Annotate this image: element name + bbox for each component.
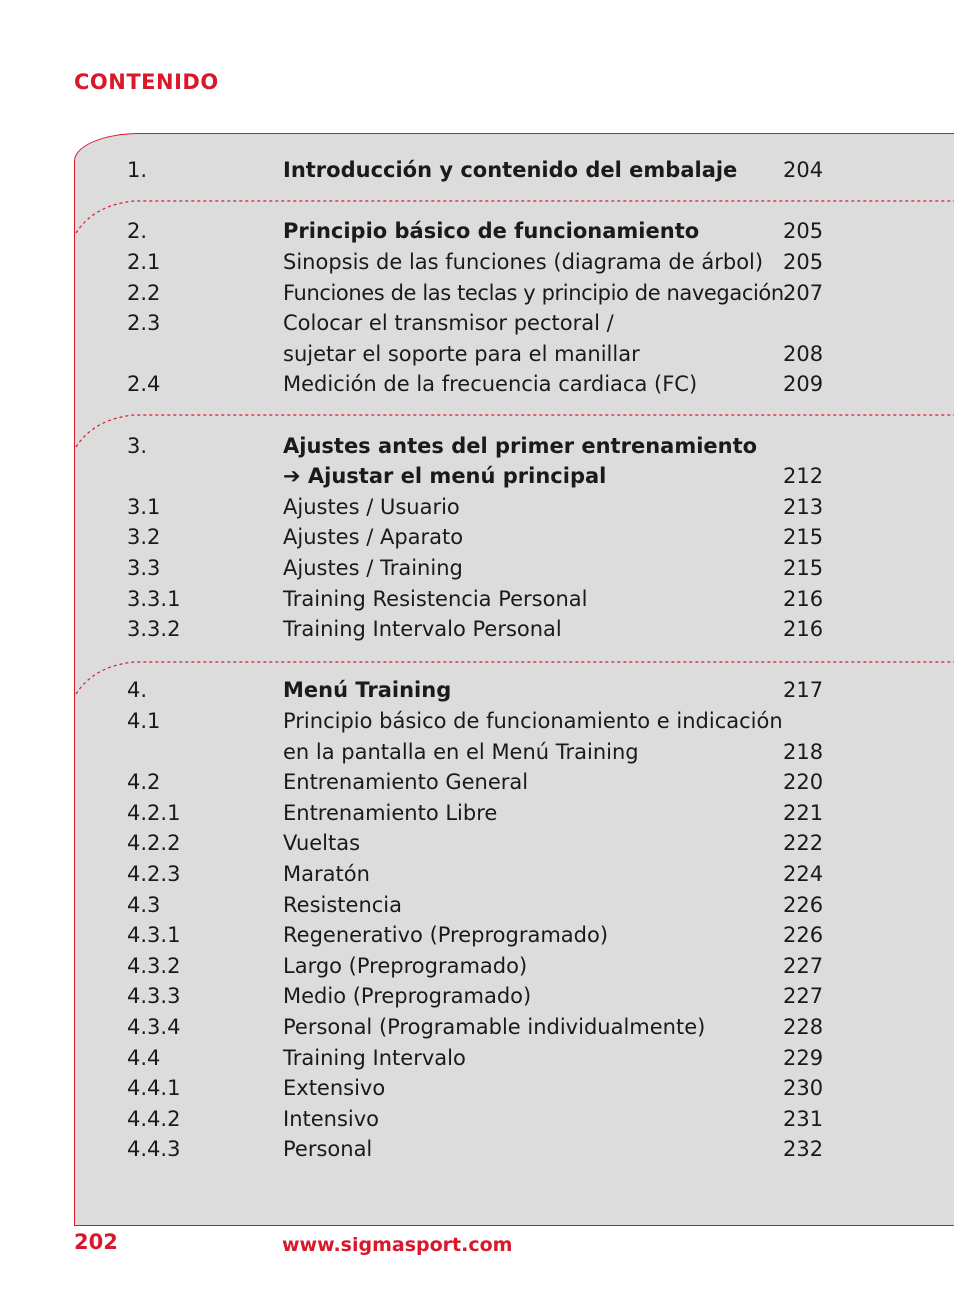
toc-entry-page: 209 [783,372,824,396]
toc-entry-page: 212 [783,464,824,488]
toc-entry-title: Ajustes / Aparato [283,525,464,549]
toc-entry[interactable] [0,431,954,461]
toc-entry-number: 3.2 [127,525,161,549]
toc-entry[interactable] [0,369,954,399]
toc-entry-title: Menú Training [283,678,452,702]
toc-entry-page: 232 [783,1137,824,1161]
toc-entry-number: 2.3 [127,311,161,335]
toc-entry-page: 220 [783,770,824,794]
toc-entry-page: 229 [783,1046,824,1070]
toc-entry-number: 3.3 [127,556,161,580]
toc-entry[interactable] [0,1012,954,1042]
toc-entry-number: 3. [127,434,148,458]
toc-entry-title: Ajustes / Training [283,556,463,580]
toc-entry-number: 4.1 [127,709,161,733]
toc-entry-title: Resistencia [283,893,402,917]
toc-entry[interactable] [0,675,954,705]
toc-entry[interactable] [0,522,954,552]
toc-entry-page: 226 [783,923,824,947]
toc-entry[interactable] [0,339,954,369]
toc-entry[interactable] [0,614,954,644]
toc-entry-title: Principio básico de funcionamiento e indicación [283,709,783,733]
toc-entry-number: 4.2.2 [127,831,181,855]
toc-entry-page: 216 [783,587,824,611]
toc-entry-title: Ajustes antes del primer entrenamiento [283,434,758,458]
toc-entry[interactable] [0,278,954,308]
toc-entry-number: 2. [127,219,148,243]
toc-entry[interactable] [0,247,954,277]
toc-entry-title: Entrenamiento Libre [283,801,498,825]
toc-entry-number: 4.3 [127,893,161,917]
page-number: 202 [74,1230,118,1254]
toc-entry[interactable] [0,1043,954,1073]
toc-entry-page: 226 [783,893,824,917]
toc-entry[interactable] [0,492,954,522]
toc-entry-page: 215 [783,525,824,549]
toc-entry-page: 216 [783,617,824,641]
toc-entry[interactable] [0,1073,954,1103]
website-link[interactable]: www.sigmasport.com [282,1234,513,1256]
toc-entry-page: 215 [783,556,824,580]
toc-entry-page: 227 [783,954,824,978]
toc-entry[interactable] [0,155,954,185]
toc-entry-page: 213 [783,495,824,519]
toc-entry[interactable] [0,584,954,614]
toc-entry-page: 222 [783,831,824,855]
toc-entry-page: 228 [783,1015,824,1039]
toc-entry-number: 4.3.1 [127,923,181,947]
toc-entry-page: 204 [783,158,824,182]
toc-entry[interactable] [0,951,954,981]
toc-entry-title: Introducción y contenido del embalaje [283,158,738,182]
toc-entry-page: 218 [783,740,824,764]
toc-entry[interactable] [0,1134,954,1164]
toc-entry-title: Intensivo [283,1107,380,1131]
toc-entry-number: 4.4.3 [127,1137,181,1161]
toc-entry-title: Extensivo [283,1076,386,1100]
toc-entry[interactable] [0,828,954,858]
toc-entry-number: 4.4.2 [127,1107,181,1131]
toc-entry-title: en la pantalla en el Menú Training [283,740,639,764]
toc-entry[interactable] [0,767,954,797]
toc-entry[interactable] [0,1104,954,1134]
toc-entry-number: 4.4.1 [127,1076,181,1100]
toc-entry-title: Ajustes / Usuario [283,495,460,519]
toc-entry-title: Regenerativo (Preprogramado) [283,923,609,947]
toc-entry-number: 3.1 [127,495,161,519]
toc-entry[interactable] [0,859,954,889]
toc-entry[interactable] [0,308,954,338]
toc-entry-number: 4.3.4 [127,1015,181,1039]
toc-entry-number: 2.4 [127,372,161,396]
toc-entry-page: 205 [783,250,824,274]
toc-entry-title: Entrenamiento General [283,770,529,794]
toc-entry-number: 4. [127,678,148,702]
toc-entry[interactable] [0,737,954,767]
toc-entry-page: 230 [783,1076,824,1100]
toc-entry-page: 231 [783,1107,824,1131]
toc-entry-title: Training Intervalo [283,1046,466,1070]
toc-entry-number: 4.3.3 [127,984,181,1008]
toc-entry-number: 2.1 [127,250,161,274]
toc-entry-page: 207 [783,281,824,305]
toc-entry-number: 4.4 [127,1046,161,1070]
toc-entry-number: 4.2.1 [127,801,181,825]
toc-entry[interactable] [0,981,954,1011]
toc-entry-title: Funciones de las teclas y principio de navegación [283,281,784,305]
toc-entry-number: 3.3.1 [127,587,181,611]
toc-entry[interactable] [0,553,954,583]
toc-entry-number: 4.3.2 [127,954,181,978]
toc-entry-title: Sinopsis de las funciones (diagrama de árbol) [283,250,764,274]
toc-entry-title: Personal (Programable individualmente) [283,1015,706,1039]
toc-entry[interactable] [0,216,954,246]
toc-entry[interactable] [0,920,954,950]
toc-entry-title: Maratón [283,862,370,886]
toc-entry-title: Medio (Preprogramado) [283,984,532,1008]
toc-entry-title: ➔ Ajustar el menú principal [283,464,607,488]
toc-entry-page: 205 [783,219,824,243]
toc-entry[interactable] [0,798,954,828]
toc-entry-page: 224 [783,862,824,886]
toc-entry-title: Training Intervalo Personal [283,617,562,641]
toc-entry-title: Medición de la frecuencia cardiaca (FC) [283,372,698,396]
toc-entry-title: sujetar el soporte para el manillar [283,342,640,366]
toc-entry-title: Personal [283,1137,373,1161]
toc-entry[interactable] [0,461,954,491]
toc-entry-title: Training Resistencia Personal [283,587,588,611]
toc-entry[interactable] [0,890,954,920]
toc-entry-number: 3.3.2 [127,617,181,641]
toc-entry-title: Vueltas [283,831,361,855]
toc-entry[interactable] [0,706,954,736]
toc-entry-number: 4.2.3 [127,862,181,886]
toc-entry-page: 217 [783,678,824,702]
toc-entry-page: 227 [783,984,824,1008]
toc-entry-number: 4.2 [127,770,161,794]
toc-entry-page: 208 [783,342,824,366]
toc-entry-number: 2.2 [127,281,161,305]
toc-entry-title: Largo (Preprogramado) [283,954,528,978]
toc-entry-title: Colocar el transmisor pectoral / [283,311,614,335]
toc-entry-number: 1. [127,158,148,182]
page-heading: CONTENIDO [74,70,219,94]
toc-entry-title: Principio básico de funcionamiento [283,219,700,243]
toc-entry-page: 221 [783,801,824,825]
